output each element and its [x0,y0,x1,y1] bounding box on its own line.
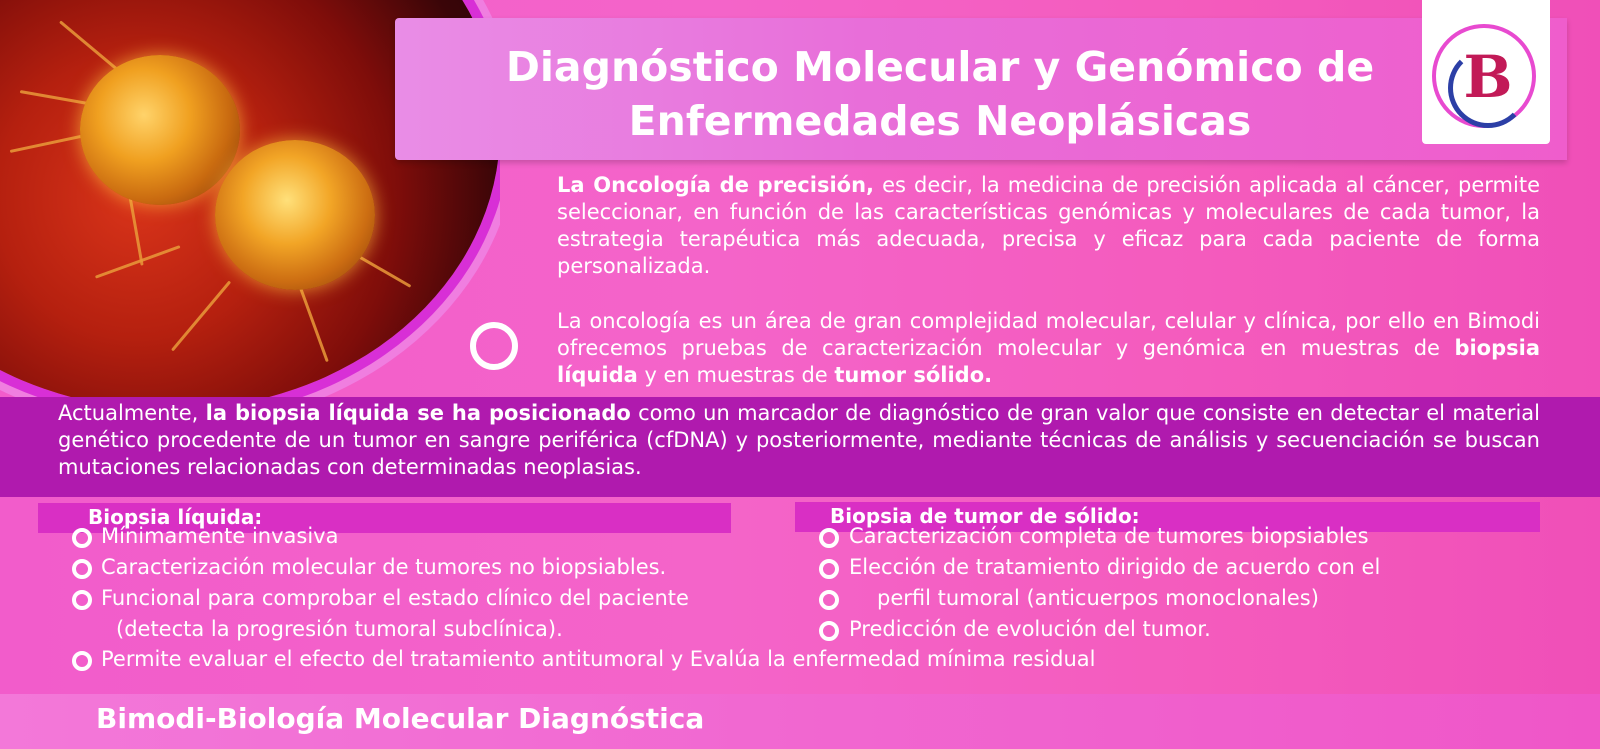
logo-ring [1432,24,1536,128]
logo [1422,0,1550,144]
bullet-icon [819,559,839,579]
title-line-1: Diagnóstico Molecular y Genómico de [505,43,1375,91]
bullet-icon [72,651,92,671]
bullet-icon [72,559,92,579]
cancer-cell [80,55,240,205]
intro2-text-mid: y en muestras de [637,363,835,387]
intro-paragraph-1 [557,172,1540,280]
list-item: Elección de tratamiento dirigido de acuerdo con el [849,555,1381,579]
list-item: Predicción de evolución del tumor. [849,617,1211,641]
cancer-cell [215,140,375,290]
page-title [480,40,1400,148]
title-line-2: Enfermedades Neoplásicas [628,97,1252,145]
footer-text: Bimodi-Biología Molecular Diagnóstica [96,702,705,735]
intro-bold: La Oncología de precisión, [557,173,874,197]
bullet-icon [819,621,839,641]
intro2-bold-solid: tumor sólido. [834,363,993,387]
list-item: Mínimamente invasiva [101,524,339,548]
footer-bar [0,694,1600,749]
intro2-text: La oncología es un área de gran complejidad molecular, celular y clínica, por ello en Bimodi ofrecemos pruebas de caracterización molecular y genómica en muestras de [557,309,1540,360]
highlight-bold: la biopsia líquida se ha posicionado [205,401,631,425]
liquid-biopsy-heading: Biopsia líquida: [88,505,263,529]
bullet-icon [819,528,839,548]
bullet-icon [72,528,92,548]
highlight-text-start: Actualmente, [58,401,206,425]
bullet-icon [819,590,839,610]
list-item: Caracterización molecular de tumores no biopsiables. [101,555,667,579]
highlight-paragraph [58,400,1540,481]
intro-paragraph-2 [557,308,1540,389]
list-item: Permite evaluar el efecto del tratamiento antitumoral y Evalúa la enfermedad mínima residual [101,647,1096,671]
solid-biopsy-heading: Biopsia de tumor de sólido: [830,504,1140,528]
intro-text: es decir, la medicina de precisión aplicada al cáncer, permite seleccionar, en función de las características genómicas y moleculares de cada tumor, la estrategia terapéutica más adecuada, precisa y eficaz para cada paciente de forma personalizada. [557,173,1540,278]
list-item: Funcional para comprobar el estado clínico del paciente [101,586,689,610]
ring-ornament [470,322,518,370]
logo-letter: B [1463,43,1513,111]
intro2-bold-liquid: biopsia líquida [557,336,1540,387]
list-item-continuation: (detecta la progresión tumoral subclínica). [116,617,563,641]
highlight-text-rest: como un marcador de diagnóstico de gran valor que consiste en detectar el material genético procedente de un tumor en sangre periférica (cfDNA) y posteriormente, mediante técnicas de análisis y secuenciación se buscan mutaciones relacionadas con determinadas neoplasias. [58,401,1540,479]
bullet-icon [72,590,92,610]
list-item-continuation: perfil tumoral (anticuerpos monoclonales) [877,586,1319,610]
list-item: Caracterización completa de tumores biopsiables [849,524,1369,548]
